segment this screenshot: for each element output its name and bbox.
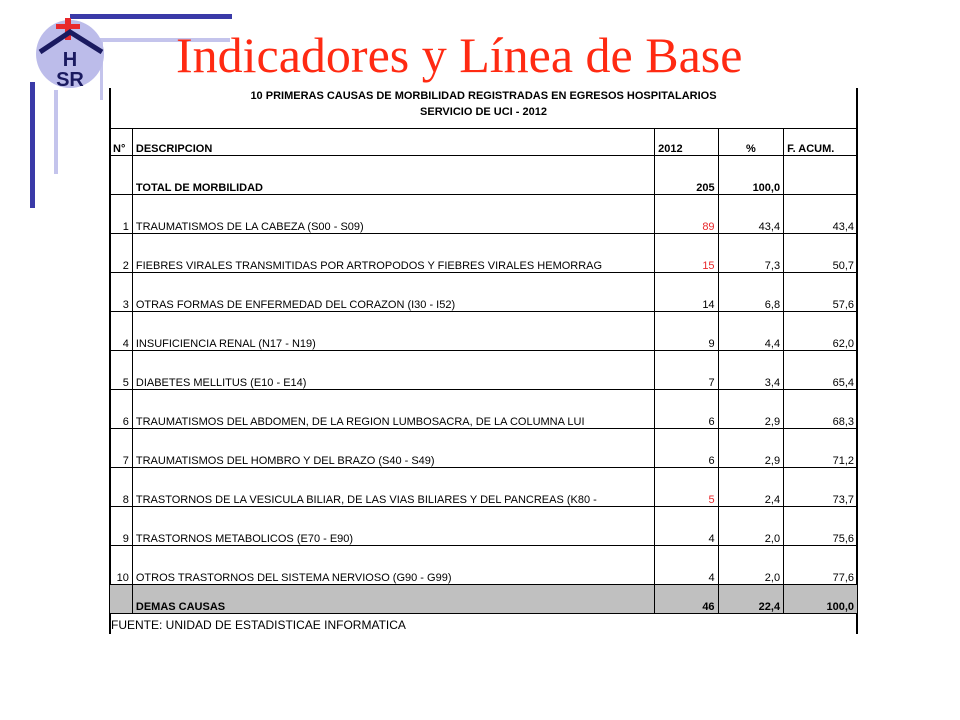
column-header-accumulated: F. ACUM. <box>784 129 858 156</box>
row-description: OTROS TRASTORNOS DEL SISTEMA NERVIOSO (G90 - G99) <box>132 546 654 585</box>
logo-cross-horizontal <box>56 24 80 29</box>
row-number: 1 <box>110 195 133 234</box>
other-causes-percent-value: 22,4 <box>718 585 784 614</box>
row-description: TRAUMATISMOS DEL ABDOMEN, DE LA REGION LUMBOSACRA, DE LA COLUMNA LUI <box>132 390 654 429</box>
row-year-value: 5 <box>655 468 718 507</box>
row-accumulated-value: 43,4 <box>784 195 858 234</box>
column-header-year: 2012 <box>655 129 718 156</box>
row-description: INSUFICIENCIA RENAL (N17 - N19) <box>132 312 654 351</box>
other-causes-accumulated-value: 100,0 <box>784 585 858 614</box>
total-row <box>110 156 858 195</box>
row-year-value: 4 <box>655 507 718 546</box>
column-header-description: DESCRIPCION <box>132 129 654 156</box>
page-title: Indicadores y Línea de Base <box>176 27 743 83</box>
source-note: FUENTE: UNIDAD DE ESTADISTICAE INFORMATICA <box>111 618 406 632</box>
row-year-value: 9 <box>655 312 718 351</box>
table-row <box>110 507 858 546</box>
other-causes-row <box>110 585 858 614</box>
row-number: 2 <box>110 234 133 273</box>
morbidity-table <box>109 128 858 614</box>
row-year-value: 6 <box>655 429 718 468</box>
table-row <box>110 546 858 585</box>
row-year-value: 14 <box>655 273 718 312</box>
row-percent-value: 6,8 <box>718 273 784 312</box>
row-year-value: 7 <box>655 351 718 390</box>
column-header-percent: % <box>718 129 784 156</box>
row-year-value: 15 <box>655 234 718 273</box>
row-accumulated-value: 73,7 <box>784 468 858 507</box>
row-year-value: 89 <box>655 195 718 234</box>
total-label: TOTAL DE MORBILIDAD <box>132 156 654 195</box>
table-row <box>110 390 858 429</box>
row-number: 6 <box>110 390 133 429</box>
table-row <box>110 312 858 351</box>
column-header-number: N° <box>110 129 133 156</box>
other-causes-number-cell <box>110 585 133 614</box>
row-number: 3 <box>110 273 133 312</box>
row-accumulated-value: 62,0 <box>784 312 858 351</box>
row-percent-value: 43,4 <box>718 195 784 234</box>
row-percent-value: 2,0 <box>718 507 784 546</box>
row-percent-value: 4,4 <box>718 312 784 351</box>
logo-letter-h: H <box>62 49 78 71</box>
row-number: 7 <box>110 429 133 468</box>
row-accumulated-value: 50,7 <box>784 234 858 273</box>
total-year-value: 205 <box>655 156 718 195</box>
row-accumulated-value: 75,6 <box>784 507 858 546</box>
table-row <box>110 468 858 507</box>
table-row <box>110 234 858 273</box>
row-description: TRAUMATISMOS DE LA CABEZA (S00 - S09) <box>132 195 654 234</box>
decorative-line-left-light <box>54 90 58 174</box>
sheet-header-subtitle: SERVICIO DE UCI - 2012 <box>420 106 547 118</box>
table-row <box>110 429 858 468</box>
table-row <box>110 351 858 390</box>
row-accumulated-value: 71,2 <box>784 429 858 468</box>
row-description: TRASTORNOS DE LA VESICULA BILIAR, DE LAS VIAS BILIARES Y DEL PANCREAS (K80 - <box>132 468 654 507</box>
row-year-value: 4 <box>655 546 718 585</box>
table-header-row <box>110 129 858 156</box>
other-causes-year-value: 46 <box>655 585 718 614</box>
row-percent-value: 3,4 <box>718 351 784 390</box>
row-description: TRASTORNOS METABOLICOS (E70 - E90) <box>132 507 654 546</box>
row-percent-value: 7,3 <box>718 234 784 273</box>
row-accumulated-value: 65,4 <box>784 351 858 390</box>
row-number: 8 <box>110 468 133 507</box>
row-number: 4 <box>110 312 133 351</box>
total-accumulated-value <box>784 156 858 195</box>
row-year-value: 6 <box>655 390 718 429</box>
row-number: 10 <box>110 546 133 585</box>
other-causes-label: DEMAS CAUSAS <box>132 585 654 614</box>
row-accumulated-value: 57,6 <box>784 273 858 312</box>
table-row <box>110 195 858 234</box>
hospital-logo <box>30 10 110 90</box>
row-number: 5 <box>110 351 133 390</box>
row-number: 9 <box>110 507 133 546</box>
row-percent-value: 2,0 <box>718 546 784 585</box>
total-percent-value: 100,0 <box>718 156 784 195</box>
table-row <box>110 273 858 312</box>
row-percent-value: 2,9 <box>718 390 784 429</box>
row-percent-value: 2,4 <box>718 468 784 507</box>
sheet-header-title: 10 PRIMERAS CAUSAS DE MORBILIDAD REGISTRADAS EN EGRESOS HOSPITALARIOS <box>250 90 717 102</box>
row-description: DIABETES MELLITUS (E10 - E14) <box>132 351 654 390</box>
logo-letters-sr: SR <box>56 69 84 90</box>
total-number-cell <box>110 156 133 195</box>
row-accumulated-value: 68,3 <box>784 390 858 429</box>
row-description: OTRAS FORMAS DE ENFERMEDAD DEL CORAZON (I30 - I52) <box>132 273 654 312</box>
decorative-line-left <box>30 82 35 208</box>
row-description: FIEBRES VIRALES TRANSMITIDAS POR ARTROPODOS Y FIEBRES VIRALES HEMORRAG <box>132 234 654 273</box>
row-accumulated-value: 77,6 <box>784 546 858 585</box>
row-description: TRAUMATISMOS DEL HOMBRO Y DEL BRAZO (S40 - S49) <box>132 429 654 468</box>
row-percent-value: 2,9 <box>718 429 784 468</box>
